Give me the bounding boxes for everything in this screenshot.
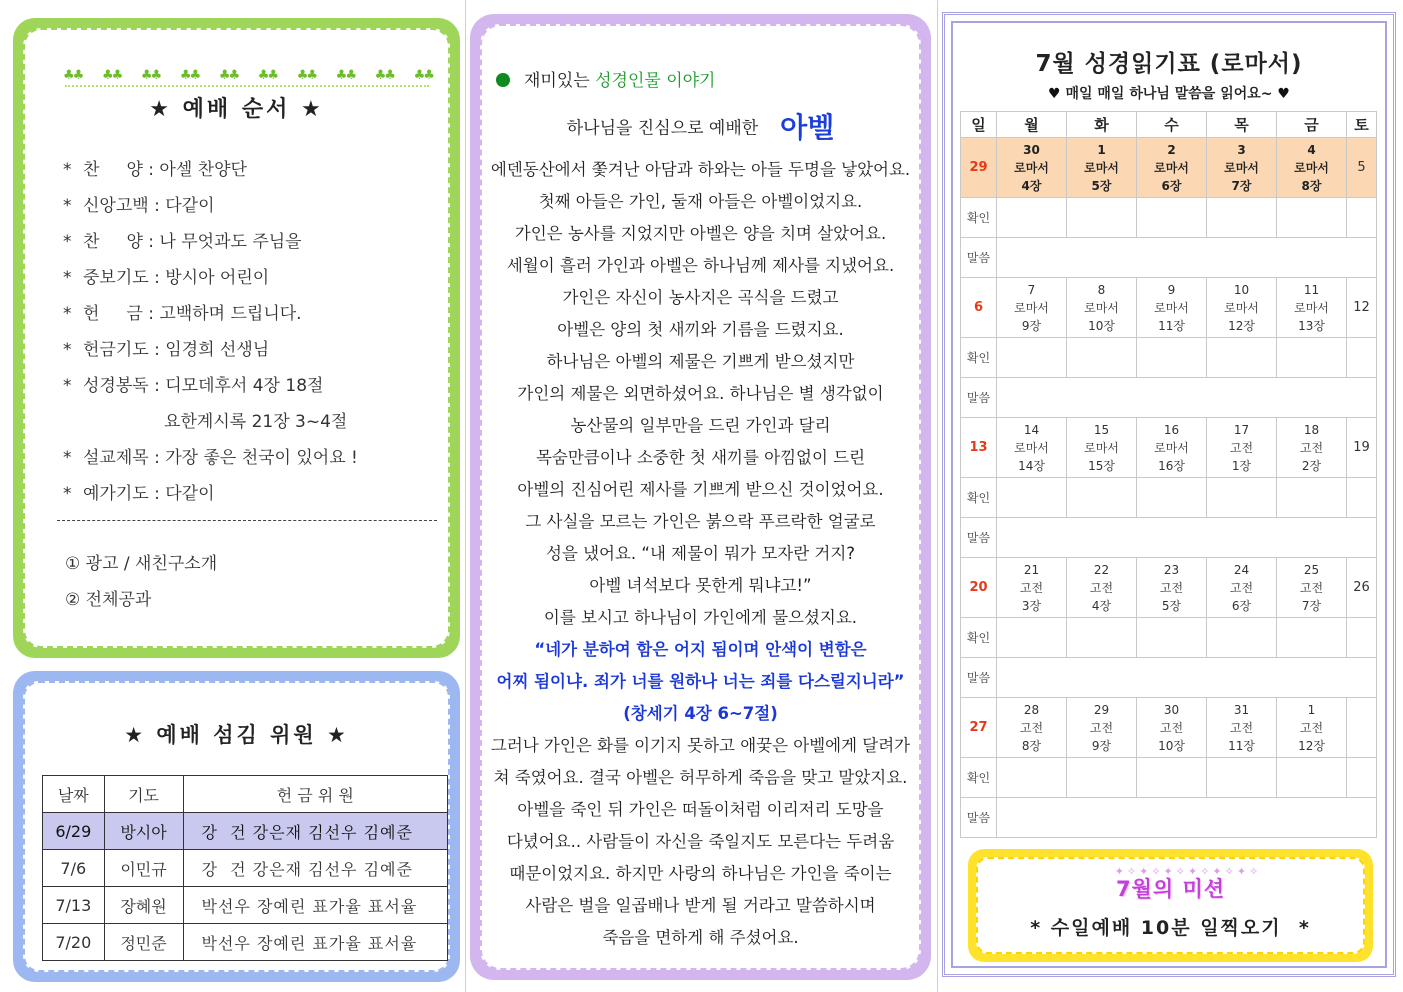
day-number: 9 [1167,282,1176,297]
day-number: 24 [1233,562,1250,577]
day-number: 31 [1233,702,1250,717]
check-cell[interactable] [1067,198,1137,238]
monthly-mission-card [976,857,1365,954]
story-line: 첫째 아들은 가인, 둘재 아들은 아벨이었지요. [538,192,863,211]
column-divider [465,0,466,992]
worship-order-item [63,152,358,188]
reading-book: 고전 [1299,720,1324,735]
calendar-week-row [961,418,1377,478]
sunday-date: 13 [961,418,997,478]
reading-day-cell [1277,418,1347,478]
scripture-quote-line: “네가 분하여 함은 어지 됨이며 안색이 변함은 [534,640,867,659]
word-label: 말씀 [961,798,997,838]
worship-order-item-text: 설교제목 : 가장 좋은 천국이 있어요 ! [83,448,358,468]
monthly-mission-box [968,849,1373,962]
reading-plan-panel [942,12,1396,977]
reading-chapter: 5장 [1161,598,1182,613]
calendar-week-row [961,138,1377,198]
asterisk-bullet-icon: * [63,232,72,252]
offering-members-cell: 박선우 장예린 표가율 표서율 [183,887,448,924]
story-line: 때문이었지요. 하지만 사랑의 하나님은 가인을 죽이는 [509,864,892,883]
check-cell[interactable] [997,198,1067,238]
reading-chapter: 6장 [1161,178,1182,193]
announcement-item: ① 광고 / 새친구소개 [65,554,218,574]
story-section-header [496,66,715,91]
reading-book: 로마서 [1154,160,1189,175]
heart-icon: ♥ [1048,86,1061,102]
reading-day-cell [1277,138,1347,198]
check-cell[interactable] [1207,478,1277,518]
reading-day-cell [1137,558,1207,618]
check-cell[interactable] [1277,618,1347,658]
scripture-quote-line: (창세기 4장 6~7절) [623,704,778,723]
sunday-date: 29 [961,138,997,198]
check-row [961,758,1377,798]
story-line: 성을 냈어요. “내 제물이 뭐가 모자란 거지? [545,544,856,563]
check-label: 확인 [961,198,997,238]
worship-order-item-text: 신앙고백 : 다같이 [83,196,215,216]
reading-day-cell [997,558,1067,618]
worship-order-item-text: 헌 금 : 고백하며 드립니다. [83,304,302,324]
day-number: 7 [1027,282,1036,297]
day-number: 30 [1163,702,1180,717]
monthly-mission-title: 7월의 미션 [1115,877,1226,901]
reading-chapter: 11장 [1228,738,1255,753]
check-cell[interactable] [1067,478,1137,518]
worship-order-item-text: 성경봉독 : 디모데후서 4장 18절 [83,376,324,396]
weekday-header: 금 [1277,112,1347,138]
serving-committee-panel [13,671,460,982]
word-cell[interactable] [997,238,1377,278]
reading-book: 로마서 [1014,160,1049,175]
story-character-name: 아벨 [780,111,835,144]
worship-order-title: ★ 예배 순서 ★ [149,97,324,122]
column-header-date: 날짜 [43,776,105,813]
story-line: 목숨만큼이나 소중한 첫 새끼를 아낌없이 드린 [535,448,866,467]
day-number: 3 [1237,142,1246,157]
reading-day-cell [997,418,1067,478]
check-cell[interactable] [1137,198,1207,238]
word-row [961,238,1377,278]
reading-day-cell [1067,138,1137,198]
check-cell[interactable] [997,758,1067,798]
story-line: 이를 보시고 하나님이 가인에게 물으셨지요. [543,608,858,627]
word-label: 말씀 [961,238,997,278]
check-cell[interactable] [1207,198,1277,238]
offering-members-cell: 강 건 강은재 김선우 김예준 [183,850,448,887]
reading-book: 고전 [1159,720,1184,735]
story-line: 사람은 벌을 일곱배나 받게 될 거라고 말씀하시며 [525,896,876,915]
reading-plan-subtitle-text: 매일 매일 하나님 말씀을 읽어요~ [1065,86,1273,102]
worship-order-item [63,440,358,476]
story-line: 가인은 자신이 농사지은 곡식을 드렸고 [562,288,839,307]
reading-chapter: 12장 [1228,318,1255,333]
date-cell: 6/29 [43,813,105,850]
word-label: 말씀 [961,658,997,698]
monthly-mission-text: * 수일예배 10분 일찍오기 * [1030,917,1311,939]
day-number: 14 [1023,422,1040,437]
check-label: 확인 [961,338,997,378]
sprout-decoration: ♣♣ ♣♣ ♣♣ ♣♣ ♣♣ ♣♣ ♣♣ ♣♣ ♣♣ ♣♣ [63,68,433,83]
check-cell[interactable] [1277,758,1347,798]
day-number: 28 [1023,702,1040,717]
weekday-header: 일 [961,112,997,138]
day-number: 18 [1303,422,1320,437]
reading-chapter: 4장 [1021,178,1042,193]
worship-order-item [63,296,358,332]
check-cell[interactable] [1277,198,1347,238]
day-number: 1 [1097,142,1106,157]
story-lead: 하나님을 진심으로 예배한 [566,118,759,139]
worship-order-list [63,152,358,512]
bible-story-panel [470,14,931,980]
day-number: 15 [1093,422,1110,437]
story-label: 재미있는 [524,71,590,91]
word-row [961,798,1377,838]
reading-book: 고전 [1299,440,1324,455]
story-subtitle [482,106,919,146]
reading-book: 고전 [1299,580,1324,595]
reading-day-cell [1067,278,1137,338]
reading-day-cell [1207,418,1277,478]
reading-book: 고전 [1229,720,1254,735]
story-line: 아벨 녀석보다 못한게 뭐냐고!” [589,576,812,595]
day-number: 10 [1233,282,1250,297]
reading-chapter: 14장 [1018,458,1045,473]
reading-chapter: 13장 [1298,318,1325,333]
word-cell[interactable] [997,658,1377,698]
asterisk-bullet-icon: * [63,448,72,468]
asterisk-bullet-icon: * [63,376,72,396]
check-cell[interactable] [1347,618,1377,658]
prayer-cell: 방시아 [104,813,183,850]
reading-book: 고전 [1089,720,1114,735]
saturday-date: 19 [1347,418,1377,478]
check-cell[interactable] [997,618,1067,658]
reading-chapter: 9장 [1021,318,1042,333]
reading-chapter: 1장 [1231,458,1252,473]
worship-order-card [23,28,450,648]
reading-chapter: 10장 [1158,738,1185,753]
reading-book: 로마서 [1084,300,1119,315]
reading-day-cell [1137,278,1207,338]
story-line: 에덴동산에서 쫓겨난 아담과 하와는 아들 두명을 낳았어요. [490,160,911,179]
check-row [961,618,1377,658]
word-label: 말씀 [961,378,997,418]
reading-book: 로마서 [1224,300,1259,315]
reading-chapter: 11장 [1158,318,1185,333]
word-row [961,518,1377,558]
story-line: 그 사실을 모르는 가인은 붉으락 푸르락한 얼굴로 [525,512,876,531]
reading-book: 고전 [1019,720,1044,735]
check-cell[interactable] [1137,478,1207,518]
announcement-item: ② 전체공과 [65,590,152,610]
saturday-date [1347,698,1377,758]
date-cell: 7/20 [43,924,105,961]
reading-day-cell [1277,278,1347,338]
check-label: 확인 [961,618,997,658]
worship-order-item [63,404,358,440]
announcement-list [65,546,217,618]
day-number: 23 [1163,562,1180,577]
reading-book: 로마서 [1294,160,1329,175]
star-garland-icon: ✦✧✦✧✦✧✦✧✦✧✦✧ [1114,865,1262,878]
weekday-header: 토 [1347,112,1377,138]
asterisk-bullet-icon: * [63,268,72,288]
worship-order-item [63,332,358,368]
weekday-header: 월 [997,112,1067,138]
check-cell[interactable] [1347,338,1377,378]
weekday-header: 수 [1137,112,1207,138]
reading-book: 고전 [1229,440,1254,455]
dashed-separator [57,520,437,521]
story-line: 죽음을 면하게 해 주셨어요. [602,928,799,947]
serving-committee-card [23,681,450,972]
day-number: 29 [1093,702,1110,717]
word-cell[interactable] [997,518,1377,558]
reading-chapter: 2장 [1301,458,1322,473]
worship-order-item [63,260,358,296]
weekday-header: 화 [1067,112,1137,138]
reading-book: 로마서 [1224,160,1259,175]
reading-day-cell [1207,278,1277,338]
check-row [961,338,1377,378]
worship-order-item-text: 예가기도 : 다같이 [83,484,215,504]
check-label: 확인 [961,478,997,518]
story-line: 그러나 가인은 화를 이기지 못하고 애꿎은 아벨에게 달려가 [490,736,911,755]
check-cell[interactable] [1347,758,1377,798]
reading-book: 고전 [1159,580,1184,595]
calendar-week-row [961,698,1377,758]
saturday-date: 12 [1347,278,1377,338]
weekday-header: 목 [1207,112,1277,138]
prayer-cell: 정민준 [104,924,183,961]
reading-chapter: 10장 [1088,318,1115,333]
reading-day-cell [1067,418,1137,478]
check-cell[interactable] [1207,338,1277,378]
check-cell[interactable] [1067,758,1137,798]
reading-day-cell [997,138,1067,198]
reading-plan-title: 7월 성경읽기표 (로마서) [1035,51,1303,77]
story-line: 가인의 제물은 외면하셨어요. 하나님은 별 생각없이 [517,384,884,403]
reading-book: 고전 [1019,580,1044,595]
asterisk-bullet-icon: * [63,304,72,324]
reading-calendar [960,111,1377,838]
serving-committee-table [42,775,448,961]
table-row [43,887,448,924]
worship-order-item [63,368,358,404]
check-cell[interactable] [1137,618,1207,658]
column-divider [937,0,938,992]
day-number: 22 [1093,562,1110,577]
table-row [43,924,448,961]
reading-chapter: 12장 [1298,738,1325,753]
check-cell[interactable] [1347,198,1377,238]
reading-chapter: 7장 [1301,598,1322,613]
reading-chapter: 5장 [1091,178,1112,193]
word-label: 말씀 [961,518,997,558]
reading-plan-frame [951,21,1387,968]
reading-day-cell [1137,418,1207,478]
day-number: 8 [1097,282,1106,297]
asterisk-bullet-icon: * [63,196,72,216]
reading-book: 로마서 [1014,300,1049,315]
worship-order-item [63,476,358,512]
reading-plan-subtitle [953,83,1385,103]
offering-members-cell: 강 건 강은재 김선우 김예준 [183,813,448,850]
check-row [961,478,1377,518]
bible-story-card [480,24,921,970]
reading-chapter: 8장 [1301,178,1322,193]
saturday-date: 26 [1347,558,1377,618]
reading-book: 로마서 [1294,300,1329,315]
table-row [43,813,448,850]
day-number: 30 [1023,142,1040,157]
reading-book: 로마서 [1084,160,1119,175]
check-cell[interactable] [1207,618,1277,658]
check-cell[interactable] [997,338,1067,378]
heart-icon: ♥ [1277,86,1290,102]
sunday-date: 20 [961,558,997,618]
day-number: 2 [1167,142,1176,157]
check-cell[interactable] [1277,478,1347,518]
reading-day-cell [1207,138,1277,198]
reading-day-cell [1067,558,1137,618]
reading-book: 고전 [1089,580,1114,595]
reading-book: 로마서 [1014,440,1049,455]
check-cell[interactable] [1207,758,1277,798]
reading-chapter: 15장 [1088,458,1115,473]
prayer-cell: 이민규 [104,850,183,887]
reading-day-cell [1067,698,1137,758]
story-line: 쳐 죽였어요. 결국 아벨은 허무하게 죽음을 맞고 말았지요. [493,768,908,787]
day-number: 11 [1303,282,1320,297]
scripture-quote-line: 어찌 됨이냐. 죄가 너를 원하나 너는 죄를 다스릴지니라” [496,672,905,691]
story-line: 아벨의 진심어린 제사를 기쁘게 받으신 것이었어요. [517,480,884,499]
sunday-date: 27 [961,698,997,758]
story-line: 아벨을 죽인 뒤 가인은 떠돌이처럼 이리저리 도망을 [517,800,884,819]
sunday-date: 6 [961,278,997,338]
word-cell[interactable] [997,798,1377,838]
reading-book: 고전 [1229,580,1254,595]
reading-chapter: 9장 [1091,738,1112,753]
prayer-cell: 장혜원 [104,887,183,924]
story-label-highlight: 성경인물 이야기 [595,71,716,91]
worship-order-item [63,188,358,224]
reading-book: 로마서 [1084,440,1119,455]
reading-chapter: 3장 [1021,598,1042,613]
check-cell[interactable] [1137,338,1207,378]
reading-day-cell [1207,698,1277,758]
check-cell[interactable] [997,478,1067,518]
word-cell[interactable] [997,378,1377,418]
check-label: 확인 [961,758,997,798]
column-header-prayer: 기도 [104,776,183,813]
table-row [43,850,448,887]
check-row [961,198,1377,238]
asterisk-bullet-icon: * [63,484,72,504]
column-header-offering: 헌 금 위 원 [183,776,448,813]
reading-chapter: 16장 [1158,458,1185,473]
calendar-week-row [961,558,1377,618]
reading-day-cell [997,698,1067,758]
worship-order-item-text: 헌금기도 : 임경희 선생님 [83,340,270,360]
story-line: 세월이 흘러 가인과 아벨은 하나님께 제사를 지냈어요. [506,256,895,275]
asterisk-bullet-icon: * [63,340,72,360]
reading-book: 로마서 [1154,300,1189,315]
reading-day-cell [997,278,1067,338]
reading-chapter: 8장 [1021,738,1042,753]
worship-order-item-text: 찬 양 : 나 무엇과도 주님을 [83,232,302,252]
reading-chapter: 4장 [1091,598,1112,613]
word-row [961,378,1377,418]
story-line: 다녔어요.. 사람들이 자신을 죽일지도 모른다는 두려움 [506,832,895,851]
day-number: 1 [1307,702,1316,717]
reading-day-cell [1207,558,1277,618]
reading-day-cell [1277,558,1347,618]
worship-order-item [63,224,358,260]
check-cell[interactable] [1137,758,1207,798]
story-line: 가인은 농사를 지었지만 아벨은 양을 치며 살았어요. [514,224,887,243]
reading-day-cell [1277,698,1347,758]
check-cell[interactable] [1067,618,1137,658]
asterisk-bullet-icon: * [63,160,72,180]
offering-members-cell: 박선우 장예린 표가율 표서율 [183,924,448,961]
check-cell[interactable] [1067,338,1137,378]
reading-book: 로마서 [1154,440,1189,455]
day-number: 4 [1307,142,1316,157]
day-number: 21 [1023,562,1040,577]
story-line: 아벨은 양의 첫 새끼와 기름을 드렸지요. [557,320,844,339]
date-cell: 7/13 [43,887,105,924]
reading-chapter: 7장 [1231,178,1252,193]
worship-order-item-text: 요한계시록 21장 3~4절 [83,412,348,432]
story-line: 농산물의 일부만을 드린 가인과 달리 [570,416,831,435]
decorative-divider [65,85,429,87]
reading-day-cell [1137,698,1207,758]
worship-order-item-text: 중보기도 : 방시아 어린이 [83,268,270,288]
word-row [961,658,1377,698]
story-line: 하나님은 아벨의 제물은 기쁘게 받으셨지만 [546,352,855,371]
bullet-dot-icon [496,73,510,87]
check-cell[interactable] [1277,338,1347,378]
calendar-week-row [961,278,1377,338]
story-text [482,154,919,954]
day-number: 16 [1163,422,1180,437]
worship-order-item-text: 찬 양 : 아셀 찬양단 [83,160,247,180]
day-number: 17 [1233,422,1250,437]
day-number: 25 [1303,562,1320,577]
serving-committee-title: ★ 예배 섬김 위원 ★ [124,723,349,747]
reading-day-cell [1137,138,1207,198]
check-cell[interactable] [1347,478,1377,518]
reading-chapter: 6장 [1231,598,1252,613]
date-cell: 7/6 [43,850,105,887]
saturday-date: 5 [1347,138,1377,198]
worship-order-panel [13,18,460,658]
